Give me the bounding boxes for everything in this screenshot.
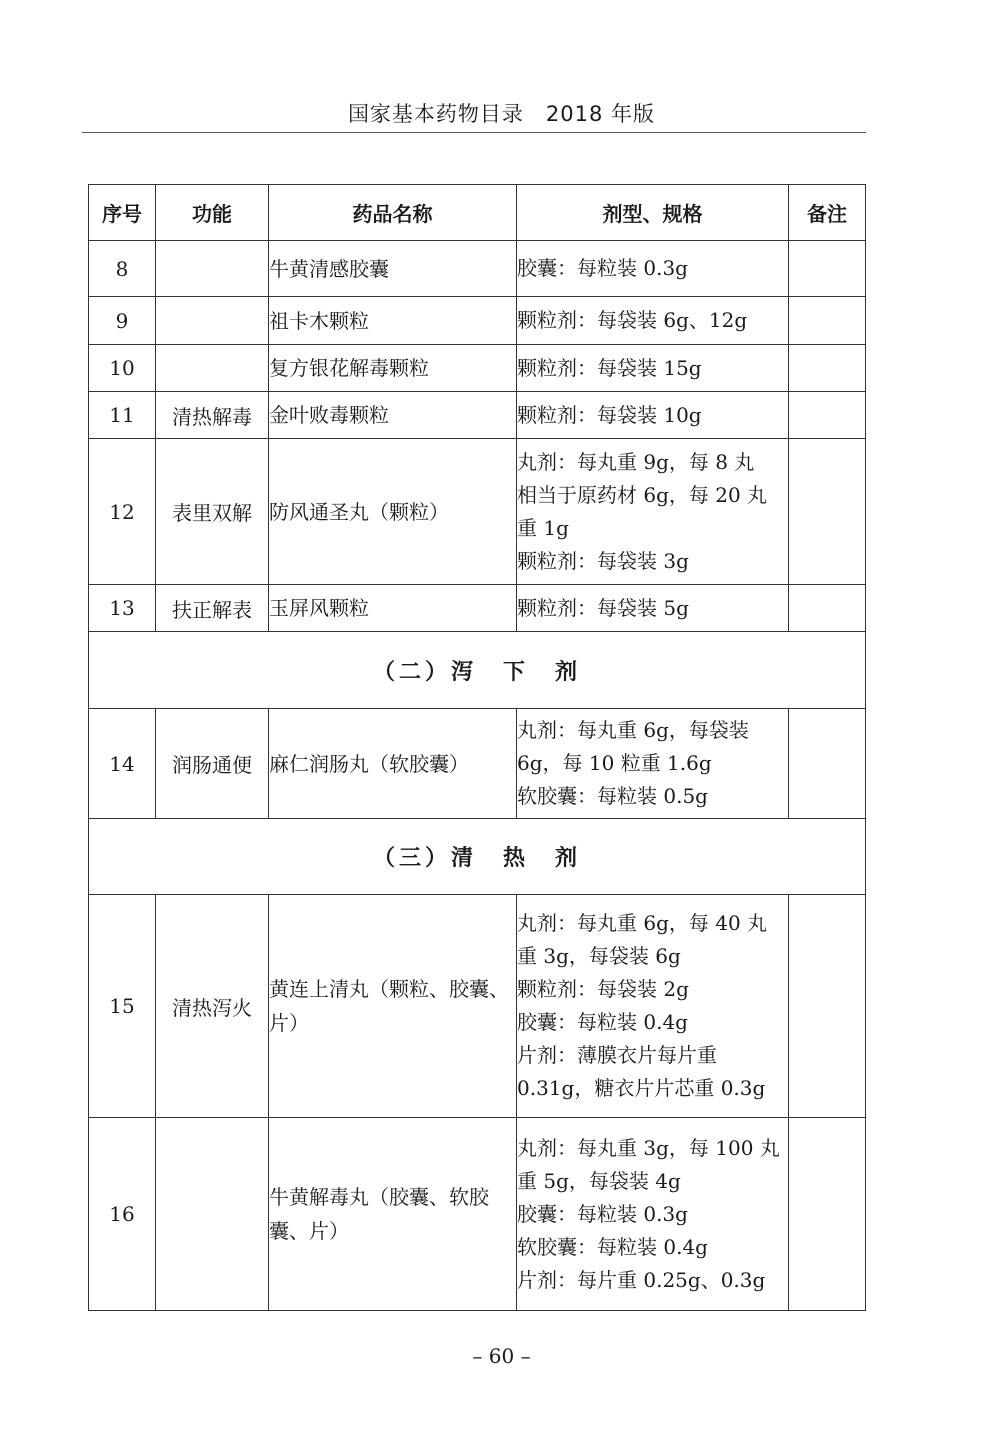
spec-line: 重 1g (517, 515, 569, 540)
row-number: 13 (89, 585, 156, 632)
table-row (89, 241, 866, 297)
section-heading: （二）泻 下 剂 (89, 632, 866, 709)
spec-line: 胶囊：每粒装 0.3g (517, 1201, 688, 1226)
spec-line: 胶囊：每粒装 0.4g (517, 1010, 688, 1034)
function-cell: 扶正解表 (156, 585, 269, 632)
header-divider (82, 132, 866, 133)
spec-line: 丸剂：每丸重 3g，每 100 丸 (517, 1135, 780, 1160)
drug-name-cell: 金叶败毒颗粒 (269, 392, 517, 439)
remark-cell (789, 709, 866, 819)
spec-line: 颗粒剂：每袋装 3g (517, 548, 689, 573)
row-number: 12 (89, 439, 156, 585)
function-cell: 润肠通便 (156, 709, 269, 819)
table-row (89, 1118, 866, 1311)
table-row (89, 439, 866, 585)
drug-name-cell: 牛黄清感胶囊 (269, 241, 517, 297)
drug-table (88, 184, 866, 1311)
table-row (89, 345, 866, 392)
spec-line: 重 3g，每袋装 6g (517, 944, 681, 968)
dosage-spec-cell (517, 709, 789, 819)
spec-line: 颗粒剂：每袋装 2g (517, 977, 689, 1001)
dosage-spec-cell (517, 1118, 789, 1311)
drug-name-cell: 祖卡木颗粒 (269, 297, 517, 345)
spec-line: 颗粒剂：每袋装 5g (517, 595, 689, 620)
spec-line: 胶囊：每粒装 0.3g (517, 256, 688, 280)
function-cell (156, 345, 269, 392)
dosage-spec-cell (517, 585, 789, 632)
function-cell (156, 1118, 269, 1311)
drug-name-cell: 牛黄解毒丸（胶囊、软胶囊、片） (269, 1118, 517, 1311)
page-header-title: 国家基本药物目录 2018 年版 (347, 102, 656, 126)
spec-line: 重 5g，每袋装 4g (517, 1168, 681, 1193)
section-heading: （三）清 热 剂 (89, 819, 866, 895)
spec-line: 0.31g，糖衣片片芯重 0.3g (517, 1076, 766, 1100)
table-header-row (89, 185, 866, 241)
row-number: 14 (89, 709, 156, 819)
header-drug-name: 药品名称 (269, 185, 517, 241)
spec-line: 6g，每 10 粒重 1.6g (517, 751, 712, 775)
row-number: 9 (89, 297, 156, 345)
row-number: 11 (89, 392, 156, 439)
spec-line: 丸剂：每丸重 6g，每 40 丸 (517, 911, 768, 935)
spec-line: 片剂：薄膜衣片每片重 (517, 1043, 717, 1067)
section-row (89, 819, 866, 895)
remark-cell (789, 895, 866, 1118)
drug-name-cell: 麻仁润肠丸（软胶囊） (269, 709, 517, 819)
table-row (89, 297, 866, 345)
spec-line: 丸剂：每丸重 6g，每袋装 (517, 718, 749, 742)
dosage-spec-cell (517, 392, 789, 439)
dosage-spec-cell (517, 895, 789, 1118)
table-body (89, 241, 866, 1311)
spec-line: 颗粒剂：每袋装 15g (517, 355, 702, 380)
function-cell (156, 241, 269, 297)
remark-cell (789, 1118, 866, 1311)
dosage-spec-cell (517, 345, 789, 392)
drug-name-cell: 黄连上清丸（颗粒、胶囊、片） (269, 895, 517, 1118)
spec-line: 丸剂：每丸重 9g，每 8 丸 (517, 449, 755, 474)
function-cell: 清热解毒 (156, 392, 269, 439)
row-number: 16 (89, 1118, 156, 1311)
section-row (89, 632, 866, 709)
drug-name-cell: 玉屏风颗粒 (269, 585, 517, 632)
drug-name-cell: 防风通圣丸（颗粒） (269, 439, 517, 585)
spec-line: 相当于原药材 6g，每 20 丸 (517, 482, 768, 507)
table-row (89, 392, 866, 439)
header-function: 功能 (156, 185, 269, 241)
spec-line: 颗粒剂：每袋装 6g、12g (517, 308, 748, 332)
function-cell: 表里双解 (156, 439, 269, 585)
page-number: – 60 – (472, 1344, 531, 1368)
spec-line: 软胶囊：每粒装 0.4g (517, 1234, 708, 1259)
table-row (89, 585, 866, 632)
dosage-spec-cell (517, 241, 789, 297)
row-number: 15 (89, 895, 156, 1118)
spec-line: 软胶囊：每粒装 0.5g (517, 784, 708, 808)
remark-cell (789, 297, 866, 345)
remark-cell (789, 439, 866, 585)
header-dosage-spec: 剂型、规格 (517, 185, 789, 241)
remark-cell (789, 392, 866, 439)
header-remark: 备注 (789, 185, 866, 241)
table-row (89, 709, 866, 819)
function-cell (156, 297, 269, 345)
dosage-spec-cell (517, 439, 789, 585)
spec-line: 片剂：每片重 0.25g、0.3g (517, 1267, 766, 1292)
remark-cell (789, 345, 866, 392)
remark-cell (789, 585, 866, 632)
function-cell: 清热泻火 (156, 895, 269, 1118)
remark-cell (789, 241, 866, 297)
row-number: 10 (89, 345, 156, 392)
dosage-spec-cell (517, 297, 789, 345)
table-row (89, 895, 866, 1118)
row-number: 8 (89, 241, 156, 297)
drug-name-cell: 复方银花解毒颗粒 (269, 345, 517, 392)
header-num: 序号 (89, 185, 156, 241)
spec-line: 颗粒剂：每袋装 10g (517, 402, 702, 427)
